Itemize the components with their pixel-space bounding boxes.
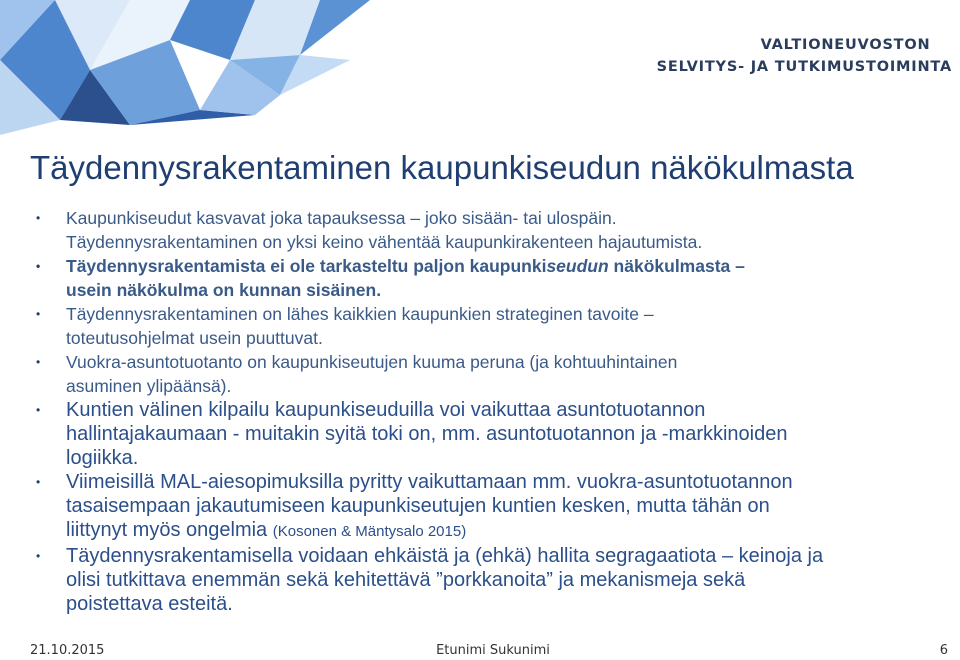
citation: (Kosonen & Mäntysalo 2015)	[272, 523, 467, 540]
bullet-icon: •	[36, 549, 41, 563]
slide-title: Täydennysrakentaminen kaupunkiseudun näkökulmasta	[30, 149, 854, 186]
decorative-triangles	[0, 0, 420, 140]
bullet-line: logiikka.	[66, 447, 139, 469]
bullet-text: näkökulmasta –	[608, 256, 745, 276]
bullet-icon: •	[36, 259, 41, 273]
bullet-item	[36, 544, 936, 616]
bullet-icon: •	[36, 355, 41, 369]
bullet-emphasis: seudun	[546, 256, 609, 276]
bullet-text: Täydennysrakentamista ei ole tarkasteltu paljon kaupunki	[66, 256, 547, 276]
bullet-line: usein näkökulma on kunnan sisäinen.	[66, 280, 382, 300]
org-line-1: VALTIONEUVOSTON	[760, 37, 931, 53]
organization-name	[657, 34, 952, 78]
bullet-line: asuminen ylipäänsä).	[66, 376, 232, 396]
page-number: 6	[939, 643, 948, 658]
bullet-line: Täydennysrakentaminen on lähes kaikkien kaupunkien strateginen tavoite –	[66, 304, 654, 324]
bullet-icon: •	[36, 211, 41, 225]
bullet-text: liittynyt myös ongelmia	[66, 519, 273, 541]
bullet-line	[66, 254, 936, 278]
bullet-list	[36, 206, 936, 616]
bullet-line: Kaupunkiseudut kasvavat joka tapauksessa – joko sisään- tai ulospäin.	[66, 208, 617, 228]
bullet-item	[36, 470, 936, 544]
bullet-line: Täydennysrakentamisella voidaan ehkäistä ja (ehkä) hallita segragaatiota – keinoja ja	[66, 545, 824, 567]
bullet-item	[36, 398, 936, 470]
bullet-icon: •	[36, 475, 41, 489]
bullet-line: Vuokra-asuntotuotanto on kaupunkiseutujen kuuma peruna (ja kohtuuhintainen	[66, 352, 678, 372]
bullet-line: tasaisempaan jakautumiseen kaupunkiseutujen kuntien kesken, mutta tähän on	[66, 495, 770, 517]
bullet-line: Täydennysrakentaminen on yksi keino vähentää kaupunkirakenteen hajautumista.	[66, 232, 703, 252]
bullet-item	[36, 206, 936, 254]
bullet-line: Viimeisillä MAL-aiesopimuksilla pyritty vaikuttamaan mm. vuokra-asuntotuotannon	[66, 471, 793, 493]
footer-author: Etunimi Sukunimi	[436, 643, 550, 658]
bullet-item	[36, 254, 936, 302]
bullet-line: olisi tutkittava enemmän sekä kehitettävä ”porkkanoita” ja mekanismeja sekä	[66, 569, 746, 591]
bullet-line: toteutusohjelmat usein puuttuvat.	[66, 328, 323, 348]
bullet-line	[66, 518, 936, 544]
bullet-line: poistettava esteitä.	[66, 593, 233, 615]
footer-date: 21.10.2015	[30, 643, 105, 658]
bullet-item	[36, 350, 936, 398]
bullet-line: hallintajakaumaan - muitakin syitä toki on, mm. asuntotuotannon ja -markkinoiden	[66, 423, 788, 445]
bullet-icon: •	[36, 403, 41, 417]
org-line-2: SELVITYS- JA TUTKIMUSTOIMINTA	[656, 59, 952, 75]
bullet-icon: •	[36, 307, 41, 321]
bullet-item	[36, 302, 936, 350]
bullet-line: Kuntien välinen kilpailu kaupunkiseuduilla voi vaikuttaa asuntotuotannon	[66, 399, 706, 421]
